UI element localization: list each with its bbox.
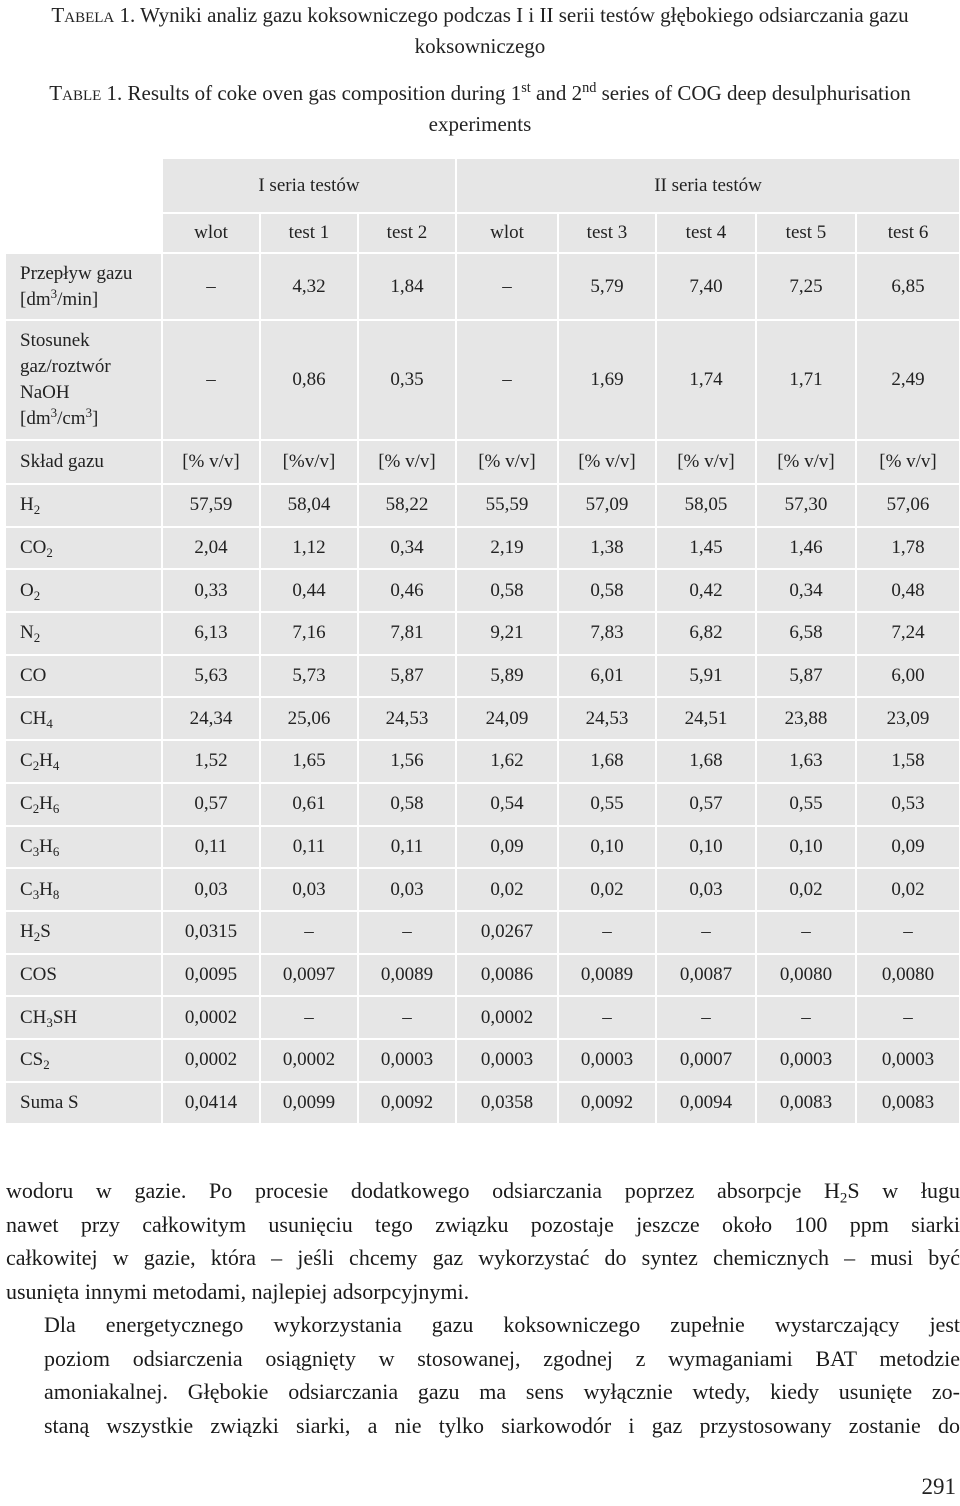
component-value-cell: 6,58 bbox=[756, 612, 856, 655]
component-value-cell: 0,0087 bbox=[656, 954, 756, 997]
component-value-cell: 0,57 bbox=[656, 783, 756, 826]
component-value-cell: 1,12 bbox=[260, 527, 358, 570]
component-value-cell: – bbox=[756, 911, 856, 954]
component-value-cell: 0,0358 bbox=[456, 1082, 558, 1125]
component-value-cell: 0,02 bbox=[856, 868, 960, 911]
component-value-cell: 0,0099 bbox=[260, 1082, 358, 1125]
component-value-cell: 1,52 bbox=[162, 740, 260, 783]
component-label: $C_2H_4$ bbox=[6, 740, 162, 783]
caption-text-part: and 2 bbox=[530, 81, 583, 105]
flow-value-cell: 5,79 bbox=[558, 253, 656, 320]
component-value-cell: 58,22 bbox=[358, 484, 456, 527]
component-value-cell: 0,0414 bbox=[162, 1082, 260, 1125]
component-label: $CH_4$ bbox=[6, 697, 162, 740]
table-row bbox=[6, 1039, 960, 1082]
component-value-cell: – bbox=[358, 911, 456, 954]
caption-text: Wyniki analiz gazu koksowniczego podczas I i II serii testów głębokiego odsiarczania gazu koksowniczego bbox=[140, 3, 909, 58]
component-value-cell: 24,51 bbox=[656, 697, 756, 740]
component-value-cell: 0,09 bbox=[456, 826, 558, 869]
component-value-cell: – bbox=[656, 911, 756, 954]
component-value-cell: 6,01 bbox=[558, 655, 656, 698]
component-value-cell: 0,0092 bbox=[558, 1082, 656, 1125]
component-value-cell: 0,0003 bbox=[358, 1039, 456, 1082]
caption-sup: st bbox=[521, 80, 531, 97]
component-value-cell: 2,04 bbox=[162, 527, 260, 570]
component-value-cell: 9,21 bbox=[456, 612, 558, 655]
component-value-cell: 24,09 bbox=[456, 697, 558, 740]
caption-label: Tabela 1. bbox=[51, 3, 136, 27]
column-header-cell: test 1 bbox=[260, 213, 358, 253]
flow-value-cell: 7,25 bbox=[756, 253, 856, 320]
table-row bbox=[6, 527, 960, 570]
component-value-cell: 0,0003 bbox=[756, 1039, 856, 1082]
component-label: CO bbox=[6, 655, 162, 698]
unit-cell: [% v/v] bbox=[558, 440, 656, 484]
component-value-cell: 0,0003 bbox=[558, 1039, 656, 1082]
component-value-cell: 0,0080 bbox=[856, 954, 960, 997]
component-value-cell: 57,30 bbox=[756, 484, 856, 527]
component-value-cell: 0,11 bbox=[358, 826, 456, 869]
component-value-cell: 25,06 bbox=[260, 697, 358, 740]
flow-value-cell: 7,40 bbox=[656, 253, 756, 320]
component-value-cell: 0,46 bbox=[358, 569, 456, 612]
caption-label: Table 1. bbox=[49, 81, 123, 105]
component-label: $O_2$ bbox=[6, 569, 162, 612]
component-value-cell: 0,58 bbox=[456, 569, 558, 612]
component-value-cell: 0,09 bbox=[856, 826, 960, 869]
component-value-cell: 5,87 bbox=[358, 655, 456, 698]
component-value-cell: – bbox=[656, 996, 756, 1039]
table-row bbox=[6, 484, 960, 527]
table-caption-polish bbox=[0, 0, 960, 62]
component-value-cell: 24,53 bbox=[358, 697, 456, 740]
ratio-value-cell: – bbox=[162, 320, 260, 440]
component-value-cell: 1,65 bbox=[260, 740, 358, 783]
row-label-composition: Skład gazu bbox=[6, 440, 162, 484]
ratio-value-cell: 1,74 bbox=[656, 320, 756, 440]
flow-row bbox=[6, 253, 960, 320]
component-value-cell: 0,0003 bbox=[456, 1039, 558, 1082]
group-header-series-1: I seria testów bbox=[162, 159, 456, 213]
table-row bbox=[6, 655, 960, 698]
component-label: $CO_2$ bbox=[6, 527, 162, 570]
component-value-cell: 0,0083 bbox=[856, 1082, 960, 1125]
component-value-cell: 0,53 bbox=[856, 783, 960, 826]
text-line: nawet przy całkowitym usunięciu tego związku pozostaje jeszcze około 100 ppm siarki bbox=[6, 1211, 960, 1237]
component-value-cell: 1,46 bbox=[756, 527, 856, 570]
caption-text-part: Results of coke oven gas composition during 1 bbox=[127, 81, 522, 105]
flow-value-cell: 4,32 bbox=[260, 253, 358, 320]
ratio-value-cell: 2,49 bbox=[856, 320, 960, 440]
text-line: Dla energetycznego wykorzystania gazu koksowniczego zupełnie wystarczający jest bbox=[44, 1312, 960, 1337]
component-value-cell: 0,0002 bbox=[162, 1039, 260, 1082]
column-header-cell: wlot bbox=[456, 213, 558, 253]
table-row bbox=[6, 697, 960, 740]
component-value-cell: 5,63 bbox=[162, 655, 260, 698]
component-value-cell: – bbox=[856, 996, 960, 1039]
unit-cell: [% v/v] bbox=[756, 440, 856, 484]
flow-value-cell: – bbox=[456, 253, 558, 320]
component-label: COS bbox=[6, 954, 162, 997]
flow-value-cell: – bbox=[162, 253, 260, 320]
component-value-cell: 6,82 bbox=[656, 612, 756, 655]
component-value-cell: 7,16 bbox=[260, 612, 358, 655]
unit-cell: [% v/v] bbox=[656, 440, 756, 484]
component-value-cell: 6,00 bbox=[856, 655, 960, 698]
component-value-cell: 24,53 bbox=[558, 697, 656, 740]
group-header-row bbox=[6, 159, 960, 213]
component-value-cell: 5,89 bbox=[456, 655, 558, 698]
text-line: poziom odsiarczenia osiągnięty w stosowanej, zgodnej z wymaganiami BAT metodzie bbox=[44, 1345, 960, 1371]
ratio-value-cell: 0,86 bbox=[260, 320, 358, 440]
table-row bbox=[6, 954, 960, 997]
column-header-cell: test 6 bbox=[856, 213, 960, 253]
unit-cell: [% v/v] bbox=[358, 440, 456, 484]
component-value-cell: 24,34 bbox=[162, 697, 260, 740]
column-header-cell: test 5 bbox=[756, 213, 856, 253]
component-value-cell: 0,10 bbox=[558, 826, 656, 869]
component-label: Suma S bbox=[6, 1082, 162, 1125]
component-label: $C_2H_6$ bbox=[6, 783, 162, 826]
ratio-row bbox=[6, 320, 960, 440]
flow-value-cell: 1,84 bbox=[358, 253, 456, 320]
ratio-value-cell: – bbox=[456, 320, 558, 440]
table-row bbox=[6, 911, 960, 954]
component-value-cell: 0,55 bbox=[756, 783, 856, 826]
component-value-cell: 7,81 bbox=[358, 612, 456, 655]
component-value-cell: 0,0083 bbox=[756, 1082, 856, 1125]
table-row bbox=[6, 740, 960, 783]
component-label: $C_3H_6$ bbox=[6, 826, 162, 869]
column-header-row bbox=[6, 213, 960, 253]
component-value-cell: 0,33 bbox=[162, 569, 260, 612]
table-row bbox=[6, 612, 960, 655]
component-value-cell: 0,61 bbox=[260, 783, 358, 826]
text-line: staną wszystkie związki siarki, a nie tylko siarkowodór i gaz przystosowany zostanie do bbox=[44, 1412, 960, 1438]
component-value-cell: – bbox=[358, 996, 456, 1039]
component-value-cell: 0,0267 bbox=[456, 911, 558, 954]
component-value-cell: 0,03 bbox=[358, 868, 456, 911]
text-line: usunięta innymi metodami, najlepiej adsorpcyjnymi. bbox=[6, 1278, 470, 1304]
component-value-cell: 5,91 bbox=[656, 655, 756, 698]
component-value-cell: 55,59 bbox=[456, 484, 558, 527]
component-value-cell: 0,02 bbox=[456, 868, 558, 911]
component-value-cell: – bbox=[558, 911, 656, 954]
component-value-cell: 0,34 bbox=[358, 527, 456, 570]
component-value-cell: – bbox=[856, 911, 960, 954]
table-row bbox=[6, 569, 960, 612]
component-value-cell: 0,0002 bbox=[260, 1039, 358, 1082]
unit-cell: [%v/v] bbox=[260, 440, 358, 484]
component-value-cell: 0,11 bbox=[260, 826, 358, 869]
table-row bbox=[6, 868, 960, 911]
component-value-cell: 0,10 bbox=[656, 826, 756, 869]
page-number: 291 bbox=[921, 1474, 956, 1499]
row-label-ratio: Stosunek gaz/roztwór NaOH $[dm^3/cm^3]$ bbox=[6, 320, 162, 440]
row-label-flow: Przepływ gazu $[dm^3/\min]$ bbox=[6, 253, 162, 320]
group-header-series-2: II seria testów bbox=[456, 159, 960, 213]
component-value-cell: 0,0097 bbox=[260, 954, 358, 997]
component-value-cell: 1,38 bbox=[558, 527, 656, 570]
body-paragraph-2 bbox=[6, 1308, 960, 1442]
column-header-cell: test 3 bbox=[558, 213, 656, 253]
table-row bbox=[6, 826, 960, 869]
units-row bbox=[6, 440, 960, 484]
flow-value-cell: 6,85 bbox=[856, 253, 960, 320]
component-value-cell: 0,0003 bbox=[856, 1039, 960, 1082]
component-value-cell: 0,02 bbox=[558, 868, 656, 911]
results-table bbox=[6, 159, 960, 1125]
ratio-value-cell: 1,69 bbox=[558, 320, 656, 440]
component-value-cell: 0,0094 bbox=[656, 1082, 756, 1125]
component-value-cell: 57,59 bbox=[162, 484, 260, 527]
component-label: $H_2S$ bbox=[6, 911, 162, 954]
component-value-cell: 0,03 bbox=[656, 868, 756, 911]
column-header-cell: wlot bbox=[162, 213, 260, 253]
column-header-cell: test 4 bbox=[656, 213, 756, 253]
component-label: $C_3H_8$ bbox=[6, 868, 162, 911]
component-label: $CH_3SH$ bbox=[6, 996, 162, 1039]
component-value-cell: 23,09 bbox=[856, 697, 960, 740]
component-value-cell: 57,09 bbox=[558, 484, 656, 527]
component-value-cell: 0,03 bbox=[260, 868, 358, 911]
component-value-cell: 7,24 bbox=[856, 612, 960, 655]
component-value-cell: 0,42 bbox=[656, 569, 756, 612]
text-line: całkowitej w gazie, która – jeśli chcemy gaz wykorzystać do syntez chemicznych – musi być bbox=[6, 1245, 960, 1270]
component-value-cell: 58,04 bbox=[260, 484, 358, 527]
text-line: amoniakalnej. Głębokie odsiarczania gazu ma sens wyłącznie wtedy, kiedy usunięte zo- bbox=[44, 1379, 960, 1404]
component-value-cell: – bbox=[260, 911, 358, 954]
component-label: $CS_2$ bbox=[6, 1039, 162, 1082]
component-value-cell: 0,0007 bbox=[656, 1039, 756, 1082]
unit-cell: [% v/v] bbox=[162, 440, 260, 484]
component-value-cell: 0,0002 bbox=[162, 996, 260, 1039]
component-value-cell: 0,44 bbox=[260, 569, 358, 612]
component-value-cell: 0,58 bbox=[358, 783, 456, 826]
component-value-cell: 5,73 bbox=[260, 655, 358, 698]
unit-cell: [% v/v] bbox=[856, 440, 960, 484]
table-row bbox=[6, 1082, 960, 1125]
ratio-value-cell: 1,71 bbox=[756, 320, 856, 440]
component-value-cell: 0,34 bbox=[756, 569, 856, 612]
component-value-cell: 0,55 bbox=[558, 783, 656, 826]
component-value-cell: 1,68 bbox=[656, 740, 756, 783]
component-value-cell: – bbox=[260, 996, 358, 1039]
caption-sup: nd bbox=[582, 80, 597, 97]
ratio-value-cell: 0,35 bbox=[358, 320, 456, 440]
component-value-cell: 57,06 bbox=[856, 484, 960, 527]
component-value-cell: 1,63 bbox=[756, 740, 856, 783]
component-value-cell: 0,57 bbox=[162, 783, 260, 826]
component-label: $H_2$ bbox=[6, 484, 162, 527]
body-paragraph-1 bbox=[6, 1174, 960, 1308]
component-value-cell: 7,83 bbox=[558, 612, 656, 655]
component-value-cell: 5,87 bbox=[756, 655, 856, 698]
component-value-cell: 0,58 bbox=[558, 569, 656, 612]
component-value-cell: 0,02 bbox=[756, 868, 856, 911]
component-value-cell: 0,0095 bbox=[162, 954, 260, 997]
unit-cell: [% v/v] bbox=[456, 440, 558, 484]
caption-text-part: series of COG deep desulphurisation experiments bbox=[428, 81, 911, 136]
table-caption-english bbox=[0, 78, 960, 140]
component-value-cell: 1,45 bbox=[656, 527, 756, 570]
component-value-cell: 0,0089 bbox=[558, 954, 656, 997]
component-value-cell: 0,0315 bbox=[162, 911, 260, 954]
component-value-cell: 2,19 bbox=[456, 527, 558, 570]
component-value-cell: 58,05 bbox=[656, 484, 756, 527]
component-value-cell: 0,54 bbox=[456, 783, 558, 826]
component-value-cell: 0,0092 bbox=[358, 1082, 456, 1125]
component-value-cell: – bbox=[756, 996, 856, 1039]
component-value-cell: 0,0002 bbox=[456, 996, 558, 1039]
component-value-cell: 1,56 bbox=[358, 740, 456, 783]
component-value-cell: 6,13 bbox=[162, 612, 260, 655]
column-header-cell: test 2 bbox=[358, 213, 456, 253]
component-value-cell: – bbox=[558, 996, 656, 1039]
component-value-cell: 1,62 bbox=[456, 740, 558, 783]
table-row bbox=[6, 783, 960, 826]
table-row bbox=[6, 996, 960, 1039]
component-value-cell: 0,0086 bbox=[456, 954, 558, 997]
component-value-cell: 23,88 bbox=[756, 697, 856, 740]
component-label: $N_2$ bbox=[6, 612, 162, 655]
component-value-cell: 0,48 bbox=[856, 569, 960, 612]
component-value-cell: 0,0080 bbox=[756, 954, 856, 997]
component-value-cell: 1,78 bbox=[856, 527, 960, 570]
component-value-cell: 0,10 bbox=[756, 826, 856, 869]
text-line: wodoru w gazie. Po procesie dodatkowego odsiarczania poprzez absorpcje $H_2S$ w ługu bbox=[6, 1178, 960, 1207]
component-value-cell: 0,0089 bbox=[358, 954, 456, 997]
component-value-cell: 1,58 bbox=[856, 740, 960, 783]
component-value-cell: 1,68 bbox=[558, 740, 656, 783]
component-value-cell: 0,11 bbox=[162, 826, 260, 869]
component-value-cell: 0,03 bbox=[162, 868, 260, 911]
